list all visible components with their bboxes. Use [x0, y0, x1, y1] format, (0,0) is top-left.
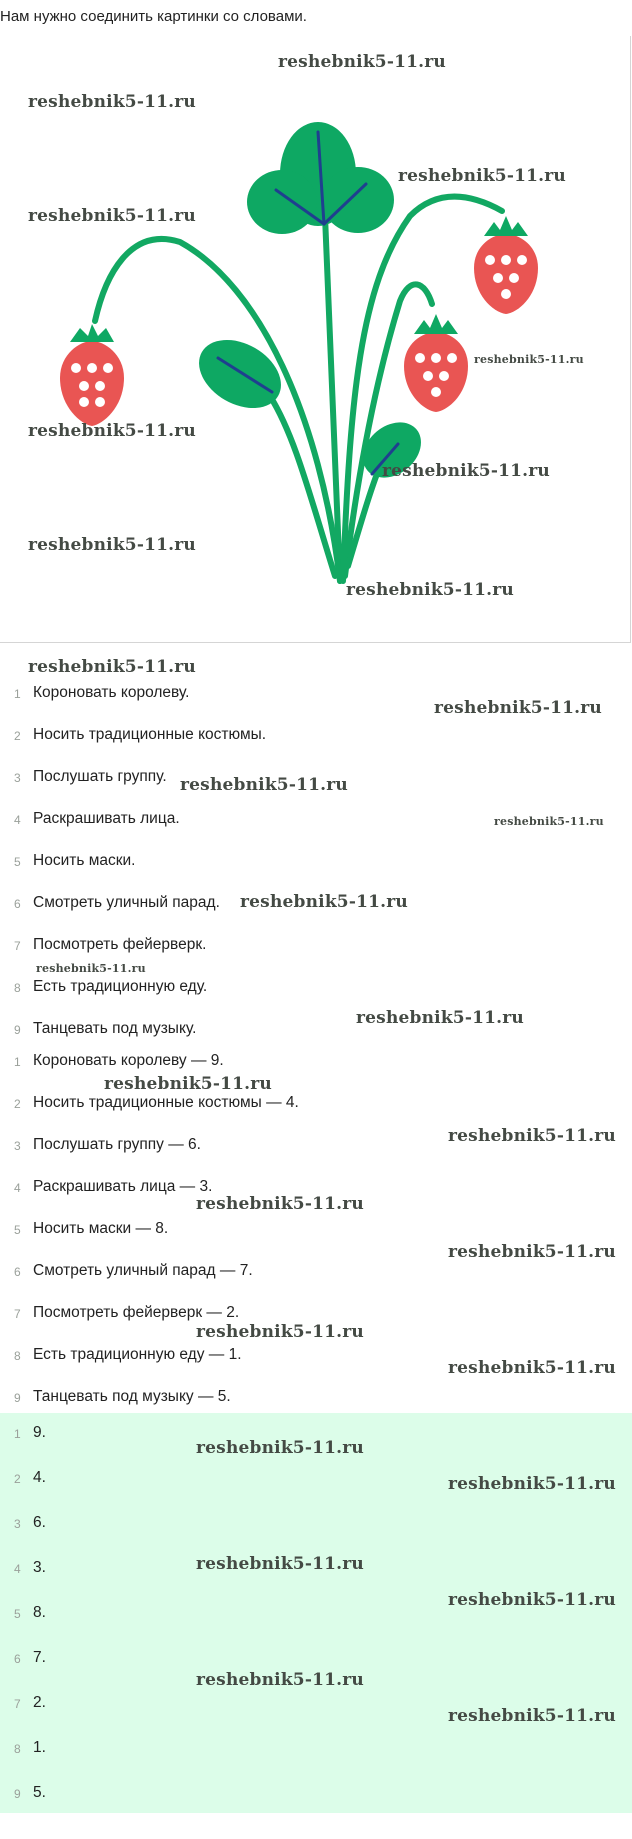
- list-item: 1 Короновать королеву.: [14, 684, 190, 701]
- list-item: 6 Смотреть уличный парад.: [14, 894, 220, 911]
- activities-list: [0, 676, 632, 1054]
- list-item: 4 3.: [14, 1559, 46, 1576]
- watermark: reshebnik5-11.ru: [448, 1126, 616, 1146]
- list-item: 1 9.: [14, 1424, 46, 1441]
- short-answers-block: [0, 1413, 632, 1813]
- list-item: 5 8.: [14, 1604, 46, 1621]
- watermark: reshebnik5-11.ru: [448, 1474, 616, 1494]
- strawberry-illustration: [0, 36, 631, 643]
- list-item: 9 Танцевать под музыку.: [14, 1020, 197, 1037]
- watermark: reshebnik5-11.ru: [494, 815, 604, 828]
- stem-left-berry: [95, 239, 340, 581]
- list-item: 2 4.: [14, 1469, 46, 1486]
- list-item: 2 Носить традиционные костюмы — 4.: [14, 1094, 299, 1111]
- list-item: 9 Танцевать под музыку — 5.: [14, 1388, 231, 1405]
- watermark: reshebnik5-11.ru: [196, 1194, 364, 1214]
- list-item: 4 Раскрашивать лица.: [14, 810, 180, 827]
- list-item: 8 Есть традиционную еду — 1.: [14, 1346, 242, 1363]
- watermark: reshebnik5-11.ru: [474, 353, 584, 366]
- task-intro: Нам нужно соединить картинки со словами.: [0, 8, 307, 25]
- watermark: reshebnik5-11.ru: [196, 1554, 364, 1574]
- strawberry-right: [474, 216, 538, 314]
- watermark: reshebnik5-11.ru: [104, 1074, 272, 1094]
- list-item: 3 Послушать группу — 6.: [14, 1136, 201, 1153]
- watermark: reshebnik5-11.ru: [448, 1706, 616, 1726]
- watermark: reshebnik5-11.ru: [356, 1008, 524, 1028]
- list-item: 2 Носить традиционные костюмы.: [14, 726, 267, 743]
- watermark: reshebnik5-11.ru: [240, 892, 408, 912]
- watermark: reshebnik5-11.ru: [278, 52, 446, 72]
- watermark: reshebnik5-11.ru: [28, 206, 196, 226]
- list-item: 6 Смотреть уличный парад — 7.: [14, 1262, 253, 1279]
- list-item: 4 Раскрашивать лица — 3.: [14, 1178, 213, 1195]
- list-item: 6 7.: [14, 1649, 46, 1666]
- list-item: 8 Есть традиционную еду.: [14, 978, 208, 995]
- strawberry-left: [60, 324, 124, 426]
- watermark: reshebnik5-11.ru: [28, 421, 196, 441]
- watermark: reshebnik5-11.ru: [28, 92, 196, 112]
- list-item: 5 Носить маски — 8.: [14, 1220, 169, 1237]
- watermark: reshebnik5-11.ru: [36, 962, 146, 975]
- watermark: reshebnik5-11.ru: [28, 535, 196, 555]
- watermark: reshebnik5-11.ru: [196, 1670, 364, 1690]
- strawberry-middle: [404, 314, 468, 412]
- watermark: reshebnik5-11.ru: [448, 1590, 616, 1610]
- top-leaf: [247, 122, 394, 234]
- list-item: 5 Носить маски.: [14, 852, 136, 869]
- list-item: 3 Послушать группу.: [14, 768, 167, 785]
- watermark: reshebnik5-11.ru: [448, 1358, 616, 1378]
- watermark: reshebnik5-11.ru: [434, 698, 602, 718]
- list-item: 8 1.: [14, 1739, 46, 1756]
- list-item: 1 Короновать королеву — 9.: [14, 1052, 224, 1069]
- watermark: reshebnik5-11.ru: [196, 1322, 364, 1342]
- watermark: reshebnik5-11.ru: [382, 461, 550, 481]
- list-item: 7 2.: [14, 1694, 46, 1711]
- watermark: reshebnik5-11.ru: [196, 1438, 364, 1458]
- list-item: 7 Посмотреть фейерверк.: [14, 936, 207, 953]
- watermark: reshebnik5-11.ru: [448, 1242, 616, 1262]
- list-item: 7 Посмотреть фейерверк — 2.: [14, 1304, 240, 1321]
- list-item: 9 5.: [14, 1784, 46, 1801]
- watermark: reshebnik5-11.ru: [28, 657, 196, 677]
- list-item: 3 6.: [14, 1514, 46, 1531]
- watermark: reshebnik5-11.ru: [398, 166, 566, 186]
- watermark: reshebnik5-11.ru: [346, 580, 514, 600]
- watermark: reshebnik5-11.ru: [180, 775, 348, 795]
